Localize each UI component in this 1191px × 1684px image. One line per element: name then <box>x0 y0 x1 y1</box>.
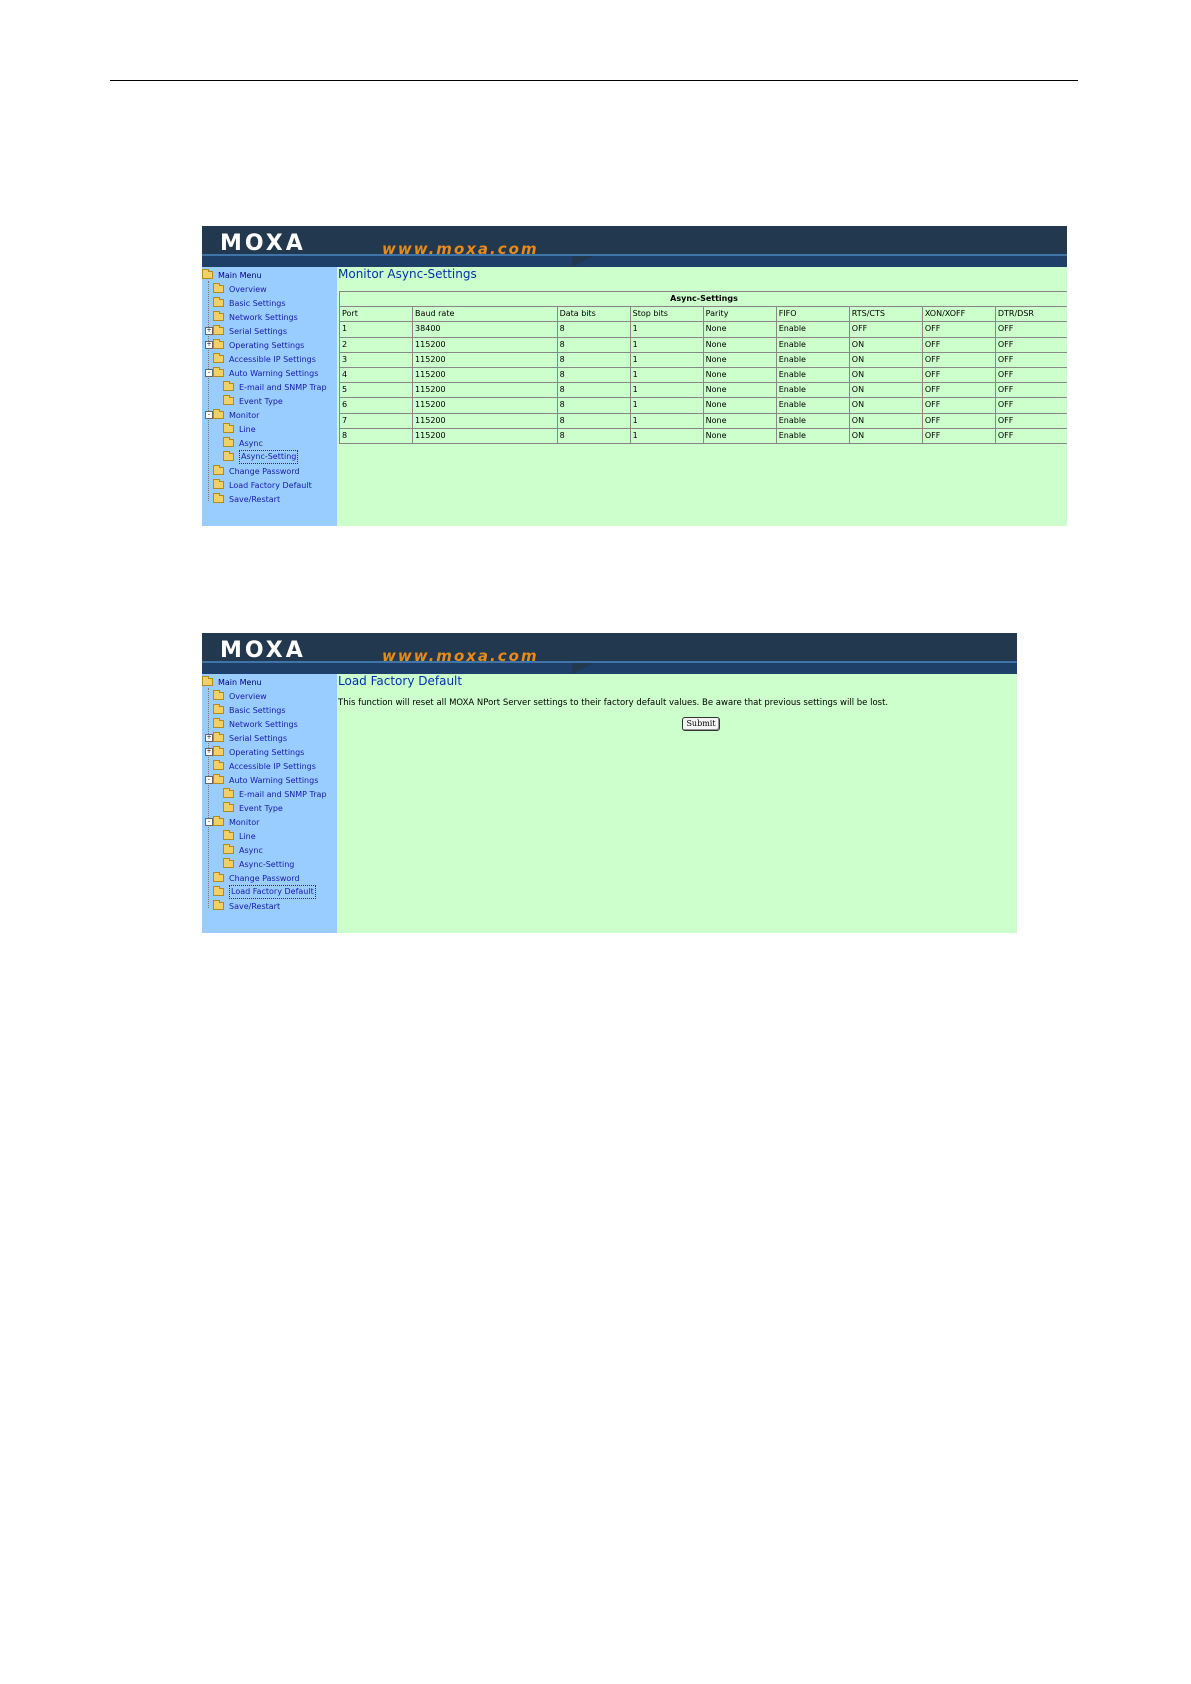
table-row <box>340 428 1068 443</box>
table-row <box>340 398 1068 413</box>
table-cell: None <box>703 428 776 443</box>
folder-icon <box>223 439 234 447</box>
folder-icon <box>213 748 224 756</box>
table-header-row <box>340 307 1068 322</box>
sidebar-item-label: Event Type <box>239 804 283 813</box>
table-cell: OFF <box>849 322 922 337</box>
sidebar-item-save-restart[interactable] <box>213 899 280 914</box>
collapse-minus-icon[interactable]: - <box>205 411 213 419</box>
site-url: www.moxa.com <box>382 240 539 258</box>
folder-icon <box>223 860 234 868</box>
sidebar-item-label: Save/Restart <box>229 495 281 504</box>
folder-icon <box>213 299 224 307</box>
table-cell: 115200 <box>413 383 558 398</box>
table-cell: 1 <box>340 322 413 337</box>
tree-guide-line <box>208 281 209 501</box>
column-header: Baud rate <box>413 307 558 322</box>
collapse-minus-icon[interactable]: - <box>205 776 213 784</box>
table-row <box>340 337 1068 352</box>
table-cell: Enable <box>776 352 849 367</box>
table-cell: OFF <box>995 413 1067 428</box>
folder-icon <box>213 481 224 489</box>
table-cell: 7 <box>340 413 413 428</box>
table-row <box>340 322 1068 337</box>
screenshot-async-settings <box>202 226 1067 526</box>
page-top-rule <box>110 80 1078 81</box>
table-row <box>340 367 1068 382</box>
sidebar-item-label: Async <box>239 846 263 855</box>
sidebar-item-label: Network Settings <box>229 720 298 729</box>
table-cell: 1 <box>630 352 703 367</box>
table-cell: None <box>703 352 776 367</box>
table-cell: OFF <box>922 322 995 337</box>
site-url: www.moxa.com <box>382 647 539 665</box>
table-cell: ON <box>849 413 922 428</box>
folder-icon <box>223 383 234 391</box>
expand-plus-icon[interactable]: + <box>206 327 212 334</box>
table-cell: Enable <box>776 383 849 398</box>
folder-icon <box>223 397 234 405</box>
sidebar-item-line[interactable] <box>223 829 256 844</box>
table-cell: 1 <box>630 413 703 428</box>
table-cell: 1 <box>630 322 703 337</box>
collapse-minus-icon[interactable]: - <box>205 818 213 826</box>
folder-icon <box>213 762 224 770</box>
table-cell: 6 <box>340 398 413 413</box>
table-cell: OFF <box>922 398 995 413</box>
moxa-logo: MOXA <box>220 231 306 256</box>
table-cell: OFF <box>922 428 995 443</box>
sidebar-item-label: Async <box>239 439 263 448</box>
sidebar-item-change-password[interactable] <box>213 871 300 886</box>
column-header: Parity <box>703 307 776 322</box>
sidebar-item-async[interactable] <box>223 436 263 451</box>
table-cell: None <box>703 398 776 413</box>
sidebar-item-accessible-ip[interactable] <box>213 352 316 367</box>
table-cell: 4 <box>340 367 413 382</box>
table-cell: OFF <box>995 337 1067 352</box>
column-header: DTR/DSR <box>995 307 1067 322</box>
sidebar-item-label: Network Settings <box>229 313 298 322</box>
page-title: Monitor Async-Settings <box>338 267 477 281</box>
table-cell: 8 <box>557 398 630 413</box>
folder-icon <box>223 425 234 433</box>
sidebar-item-label: Async-Setting <box>239 450 298 464</box>
table-cell: ON <box>849 337 922 352</box>
screenshot-load-factory-default <box>202 633 1017 933</box>
table-cell: OFF <box>922 352 995 367</box>
folder-icon <box>213 313 224 321</box>
folder-icon <box>213 341 224 349</box>
table-cell: 115200 <box>413 367 558 382</box>
sidebar-item-label: Serial Settings <box>229 327 287 336</box>
table-cell: 5 <box>340 383 413 398</box>
table-cell: Enable <box>776 322 849 337</box>
sidebar-item-label: Accessible IP Settings <box>229 762 316 771</box>
table-cell: 1 <box>630 337 703 352</box>
sidebar-item-label: E-mail and SNMP Trap <box>239 790 327 799</box>
sidebar-item-event-type[interactable] <box>223 394 283 409</box>
table-cell: None <box>703 322 776 337</box>
sidebar-item-label: Monitor <box>229 411 260 420</box>
sidebar-item-label: Monitor <box>229 818 260 827</box>
sidebar-item-overview[interactable] <box>213 282 267 297</box>
table-cell: Enable <box>776 428 849 443</box>
folder-icon <box>213 888 224 896</box>
sidebar-item-overview[interactable] <box>213 689 267 704</box>
table-cell: 8 <box>557 322 630 337</box>
sidebar-item-serial[interactable] <box>213 324 287 339</box>
column-header: Port <box>340 307 413 322</box>
table-cell: OFF <box>995 398 1067 413</box>
table-cell: OFF <box>995 383 1067 398</box>
folder-icon <box>213 692 224 700</box>
collapse-minus-icon[interactable]: - <box>205 369 213 377</box>
sidebar-item-label: Auto Warning Settings <box>229 369 319 378</box>
sidebar-item-load-factory[interactable] <box>213 885 316 900</box>
moxa-logo: MOXA <box>220 638 306 663</box>
table-cell: 8 <box>557 428 630 443</box>
table-cell: OFF <box>995 367 1067 382</box>
table-cell: Enable <box>776 367 849 382</box>
folder-icon <box>213 495 224 503</box>
submit-button[interactable]: Submit <box>682 717 720 731</box>
table-row <box>340 383 1068 398</box>
column-header: Data bits <box>557 307 630 322</box>
table-cell: 8 <box>340 428 413 443</box>
sidebar-item-label: Save/Restart <box>229 902 281 911</box>
table-cell: OFF <box>922 383 995 398</box>
folder-icon <box>223 832 234 840</box>
table-cell: 8 <box>557 413 630 428</box>
sidebar-item-label: Operating Settings <box>229 748 305 757</box>
folder-icon <box>213 874 224 882</box>
folder-icon <box>213 285 224 293</box>
table-cell: 8 <box>557 352 630 367</box>
sidebar-item-event-type[interactable] <box>223 801 283 816</box>
sidebar-item-email-snmp[interactable] <box>223 787 327 802</box>
sidebar-item-label: Accessible IP Settings <box>229 355 316 364</box>
sidebar-item-change-password[interactable] <box>213 464 300 479</box>
folder-icon <box>213 720 224 728</box>
table-cell: None <box>703 383 776 398</box>
table-cell: 3 <box>340 352 413 367</box>
sidebar-item-root[interactable] <box>202 268 262 283</box>
table-cell: OFF <box>995 428 1067 443</box>
description-text: This function will reset all MOXA NPort Server settings to their factory default values. Be aware that previous settings will be lost. <box>338 698 889 708</box>
sidebar-item-network[interactable] <box>213 717 298 732</box>
column-header: XON/XOFF <box>922 307 995 322</box>
sidebar-item-label: Event Type <box>239 397 283 406</box>
folder-icon <box>213 902 224 910</box>
sidebar-item-network[interactable] <box>213 310 298 325</box>
column-header: FIFO <box>776 307 849 322</box>
main-content <box>337 674 1017 933</box>
table-cell: Enable <box>776 398 849 413</box>
column-header: RTS/CTS <box>849 307 922 322</box>
table-cell: ON <box>849 367 922 382</box>
sidebar-item-label: Basic Settings <box>229 299 286 308</box>
sidebar-item-async-setting[interactable] <box>223 450 298 465</box>
expand-plus-icon[interactable]: + <box>206 341 212 348</box>
sidebar-item-label: Overview <box>229 692 267 701</box>
sidebar-item-label: Load Factory Default <box>229 885 316 899</box>
table-cell: 115200 <box>413 337 558 352</box>
column-header: Stop bits <box>630 307 703 322</box>
sidebar-item-async[interactable] <box>223 843 263 858</box>
sidebar-item-basic[interactable] <box>213 703 286 718</box>
sidebar-item-async-setting[interactable] <box>223 857 294 872</box>
sidebar-item-auto-warning[interactable] <box>213 366 318 381</box>
sidebar-item-operating[interactable] <box>213 338 304 353</box>
table-cell: 1 <box>630 383 703 398</box>
sidebar-item-label: Change Password <box>229 467 300 476</box>
sidebar-item-label: Async-Setting <box>239 860 295 869</box>
folder-icon <box>223 790 234 798</box>
table-cell: 8 <box>557 367 630 382</box>
table-cell: 1 <box>630 398 703 413</box>
table-row <box>340 352 1068 367</box>
header-banner <box>202 226 1067 267</box>
table-cell: 115200 <box>413 413 558 428</box>
table-cell: 115200 <box>413 398 558 413</box>
sidebar-item-label: Line <box>239 832 256 841</box>
sidebar-item-monitor[interactable] <box>213 408 259 423</box>
table-cell: OFF <box>922 367 995 382</box>
folder-open-icon <box>202 271 213 279</box>
table-cell: ON <box>849 383 922 398</box>
folder-icon <box>213 355 224 363</box>
sidebar-item-auto-warning[interactable] <box>213 773 318 788</box>
sidebar-item-label: Load Factory Default <box>229 481 312 490</box>
expand-plus-icon[interactable]: + <box>206 734 212 741</box>
folder-open-icon <box>213 818 224 826</box>
sidebar-item-email-snmp[interactable] <box>223 380 327 395</box>
folder-icon <box>223 846 234 854</box>
sidebar-menu <box>202 674 337 933</box>
sidebar-item-label: Change Password <box>229 874 300 883</box>
sidebar-item-monitor[interactable] <box>213 815 259 830</box>
table-cell: OFF <box>995 352 1067 367</box>
sidebar-item-accessible-ip[interactable] <box>213 759 316 774</box>
main-content <box>337 267 1067 526</box>
table-cell: 115200 <box>413 428 558 443</box>
folder-icon <box>223 804 234 812</box>
sidebar-item-line[interactable] <box>223 422 256 437</box>
table-cell: Enable <box>776 337 849 352</box>
table-cell: 1 <box>630 428 703 443</box>
folder-open-icon <box>202 678 213 686</box>
table-cell: OFF <box>995 322 1067 337</box>
expand-plus-icon[interactable]: + <box>206 748 212 755</box>
sidebar-item-operating[interactable] <box>213 745 304 760</box>
sidebar-item-label: Line <box>239 425 256 434</box>
sidebar-item-label: E-mail and SNMP Trap <box>239 383 327 392</box>
table-cell: Enable <box>776 413 849 428</box>
async-settings-table <box>339 291 1067 444</box>
table-cell: None <box>703 367 776 382</box>
table-cell: OFF <box>922 337 995 352</box>
sidebar-item-root[interactable] <box>202 675 262 690</box>
table-cell: ON <box>849 428 922 443</box>
sidebar-item-label: Basic Settings <box>229 706 286 715</box>
table-cell: ON <box>849 352 922 367</box>
folder-icon <box>213 706 224 714</box>
header-banner <box>202 633 1017 674</box>
sidebar-menu <box>202 267 337 526</box>
table-cell: ON <box>849 398 922 413</box>
sidebar-item-save-restart[interactable] <box>213 492 280 507</box>
sidebar-item-label: Auto Warning Settings <box>229 776 319 785</box>
table-cell: None <box>703 413 776 428</box>
folder-open-icon <box>213 369 224 377</box>
table-cell: 2 <box>340 337 413 352</box>
folder-icon <box>213 327 224 335</box>
sidebar-item-label: Serial Settings <box>229 734 287 743</box>
table-cell: 8 <box>557 383 630 398</box>
sidebar-item-label: Operating Settings <box>229 341 305 350</box>
folder-icon <box>223 453 234 461</box>
table-cell: 1 <box>630 367 703 382</box>
sidebar-item-label: Overview <box>229 285 267 294</box>
table-cell: None <box>703 337 776 352</box>
table-cell: 8 <box>557 337 630 352</box>
table-cell: OFF <box>922 413 995 428</box>
sidebar-item-basic[interactable] <box>213 296 286 311</box>
tree-guide-line <box>208 688 209 908</box>
folder-open-icon <box>213 411 224 419</box>
sidebar-item-serial[interactable] <box>213 731 287 746</box>
table-cell: 115200 <box>413 352 558 367</box>
folder-open-icon <box>213 776 224 784</box>
sidebar-item-label: Main Menu <box>218 678 262 687</box>
sidebar-item-label: Main Menu <box>218 271 262 280</box>
table-row <box>340 413 1068 428</box>
table-cell: 38400 <box>413 322 558 337</box>
page-title: Load Factory Default <box>338 674 463 688</box>
sidebar-item-load-factory[interactable] <box>213 478 312 493</box>
table-caption: Async-Settings <box>340 292 1068 307</box>
folder-icon <box>213 467 224 475</box>
folder-icon <box>213 734 224 742</box>
